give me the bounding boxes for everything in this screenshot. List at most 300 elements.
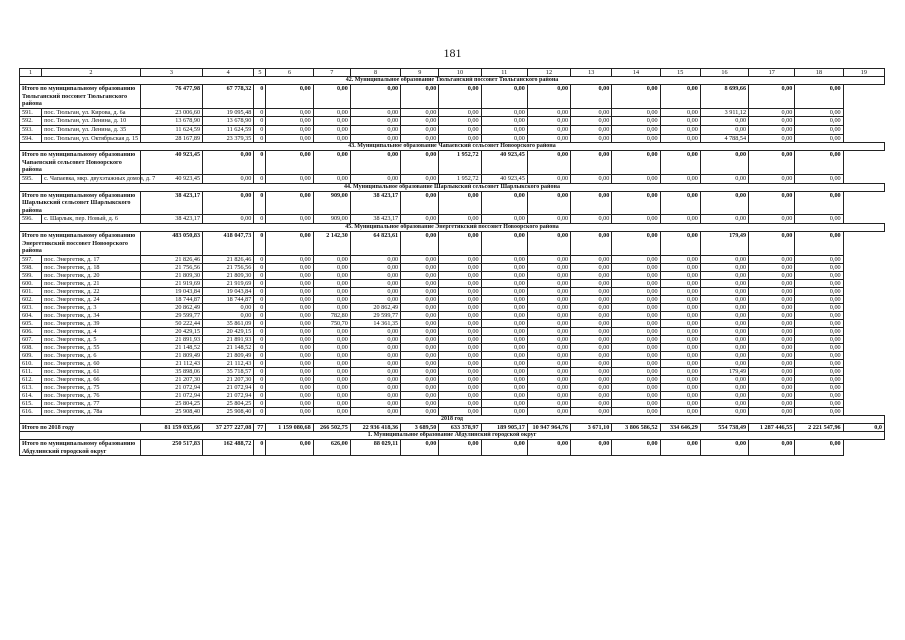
- value-cell: 0,00: [527, 255, 570, 263]
- value-cell: 0,00: [749, 125, 795, 134]
- value-cell: 0,00: [660, 440, 700, 456]
- column-number-header: 12: [527, 69, 570, 77]
- value-cell: 0,00: [313, 117, 350, 126]
- address-cell: пос. Энергетик, д. 61: [42, 367, 141, 375]
- value-cell: 29 599,77: [140, 311, 202, 319]
- value-cell: 0,00: [481, 134, 527, 143]
- value-cell: 0,00: [795, 319, 843, 327]
- value-cell: 0,00: [612, 287, 660, 295]
- value-cell: 0,00: [401, 440, 439, 456]
- value-cell: 0: [254, 174, 266, 183]
- value-cell: 0: [254, 391, 266, 399]
- value-cell: 81 159 035,66: [140, 423, 202, 432]
- value-cell: 0,00: [571, 271, 612, 279]
- value-cell: 25 804,25: [140, 399, 202, 407]
- value-cell: 14 361,35: [350, 319, 400, 327]
- value-cell: 21 072,94: [140, 383, 202, 391]
- value-cell: 0,00: [571, 255, 612, 263]
- column-number-header: 6: [266, 69, 313, 77]
- value-cell: 0,00: [571, 287, 612, 295]
- value-cell: 0,00: [571, 351, 612, 359]
- value-cell: 0,00: [571, 215, 612, 224]
- value-cell: 0,00: [481, 375, 527, 383]
- value-cell: 0,00: [401, 319, 439, 327]
- value-cell: 0,00: [266, 319, 313, 327]
- value-cell: 0,00: [660, 191, 700, 215]
- value-cell: 0,00: [795, 311, 843, 319]
- address-cell: с. Чапаевка, мкр. двухэтажных домов, д. 7: [42, 174, 141, 183]
- value-cell: 25 908,40: [203, 407, 254, 415]
- column-number-header: 11: [481, 69, 527, 77]
- value-cell: 0,00: [749, 359, 795, 367]
- row-number: 591.: [20, 108, 42, 117]
- value-cell: 88 029,11: [350, 440, 400, 456]
- row-number: 597.: [20, 255, 42, 263]
- value-cell: 0: [254, 343, 266, 351]
- value-cell: 0,00: [313, 375, 350, 383]
- value-cell: 0,00: [527, 351, 570, 359]
- value-cell: 0,00: [527, 215, 570, 224]
- value-cell: 0: [254, 134, 266, 143]
- value-cell: 4 788,54: [700, 134, 748, 143]
- row-number: 602.: [20, 295, 42, 303]
- table-row: [20, 117, 885, 126]
- value-cell: 0,00: [660, 311, 700, 319]
- value-cell: 0,00: [266, 271, 313, 279]
- value-cell: 19 043,84: [140, 287, 202, 295]
- value-cell: 0,00: [401, 343, 439, 351]
- value-cell: 0,00: [481, 263, 527, 271]
- section-header-row: [20, 432, 885, 440]
- value-cell: 21 809,30: [203, 271, 254, 279]
- value-cell: 633 378,97: [439, 423, 481, 432]
- value-cell: 0,00: [401, 287, 439, 295]
- section-header-row: [20, 415, 885, 423]
- value-cell: 909,00: [313, 215, 350, 224]
- value-cell: 0,00: [313, 335, 350, 343]
- value-cell: 0,00: [749, 311, 795, 319]
- value-cell: 0,00: [700, 271, 748, 279]
- value-cell: 0,00: [700, 343, 748, 351]
- value-cell: 64 823,61: [350, 231, 400, 255]
- section-title: 42. Муниципальное образование Тюльганский поссовет Тюльганского района: [20, 77, 885, 85]
- value-cell: 0,00: [795, 231, 843, 255]
- value-cell: 0,00: [571, 108, 612, 117]
- value-cell: 0,00: [612, 319, 660, 327]
- value-cell: 0,00: [313, 263, 350, 271]
- value-cell: 0,00: [571, 263, 612, 271]
- value-cell: 0,00: [313, 359, 350, 367]
- value-cell: 0,00: [612, 343, 660, 351]
- column-number-header: 5: [254, 69, 266, 77]
- row-number: 592.: [20, 117, 42, 126]
- value-cell: 0,00: [350, 367, 400, 375]
- value-cell: 0,00: [313, 271, 350, 279]
- value-cell: 0,00: [660, 174, 700, 183]
- value-cell: 0: [254, 287, 266, 295]
- column-number-header: 18: [795, 69, 843, 77]
- value-cell: 0,00: [313, 327, 350, 335]
- value-cell: 0,00: [571, 85, 612, 109]
- value-cell: 0,00: [527, 440, 570, 456]
- value-cell: 0,00: [401, 125, 439, 134]
- table-row: [20, 367, 885, 375]
- value-cell: 0: [254, 303, 266, 311]
- value-cell: 0,00: [527, 335, 570, 343]
- row-number: 593.: [20, 125, 42, 134]
- value-cell: 0,00: [571, 391, 612, 399]
- row-label: Итого по муниципальному образованию Тюльганский поссовет Тюльганского района: [20, 85, 141, 109]
- value-cell: 0,00: [266, 117, 313, 126]
- table-row: [20, 255, 885, 263]
- value-cell: 0,00: [266, 125, 313, 134]
- value-cell: 0,00: [795, 108, 843, 117]
- value-cell: 0,00: [401, 151, 439, 175]
- value-cell: 0,00: [350, 279, 400, 287]
- value-cell: 0,00: [313, 303, 350, 311]
- value-cell: 0,00: [481, 279, 527, 287]
- value-cell: 0,00: [795, 343, 843, 351]
- row-number: 607.: [20, 335, 42, 343]
- row-label: Итого по муниципальному образованию Энергетикский поссовет Новоорского района: [20, 231, 141, 255]
- value-cell: 0,00: [571, 359, 612, 367]
- value-cell: 0,00: [660, 85, 700, 109]
- value-cell: 0,00: [660, 231, 700, 255]
- value-cell: 21 756,56: [140, 263, 202, 271]
- value-cell: 0,00: [527, 367, 570, 375]
- value-cell: 0,00: [439, 359, 481, 367]
- value-cell: 22 936 418,36: [350, 423, 400, 432]
- value-cell: 50 222,44: [140, 319, 202, 327]
- value-cell: 38 423,17: [140, 215, 202, 224]
- value-cell: 0: [254, 359, 266, 367]
- value-cell: 0,00: [401, 263, 439, 271]
- address-cell: пос. Энергетик, д. 21: [42, 279, 141, 287]
- value-cell: 0,00: [527, 263, 570, 271]
- section-title: 44. Муниципальное образование Шарлыкский сельсовет Шарлыкского района: [20, 183, 885, 191]
- row-label: Итого по муниципальному образованию Шарлыкский сельсовет Шарлыкского района: [20, 191, 141, 215]
- value-cell: 0,00: [660, 108, 700, 117]
- value-cell: 20 429,15: [203, 327, 254, 335]
- value-cell: 0,00: [660, 407, 700, 415]
- address-cell: пос. Тюльган, ул. Ленина, д. 35: [42, 125, 141, 134]
- table-row: [20, 215, 885, 224]
- value-cell: 0,00: [571, 231, 612, 255]
- value-cell: 23 379,35: [203, 134, 254, 143]
- value-cell: 40 923,45: [481, 174, 527, 183]
- row-number: 612.: [20, 375, 42, 383]
- value-cell: 0,00: [401, 351, 439, 359]
- value-cell: 0: [254, 215, 266, 224]
- value-cell: 3 689,50: [401, 423, 439, 432]
- value-cell: 0,00: [612, 151, 660, 175]
- value-cell: 0,00: [439, 85, 481, 109]
- value-cell: 0,00: [266, 151, 313, 175]
- value-cell: 0,00: [660, 383, 700, 391]
- value-cell: 13 678,90: [203, 117, 254, 126]
- value-cell: 0,00: [527, 375, 570, 383]
- value-cell: 76 477,98: [140, 85, 202, 109]
- value-cell: 0,00: [481, 303, 527, 311]
- value-cell: 0,00: [527, 319, 570, 327]
- value-cell: 0,00: [571, 407, 612, 415]
- value-cell: 0,00: [612, 327, 660, 335]
- value-cell: 0,00: [749, 174, 795, 183]
- value-cell: 0,00: [612, 440, 660, 456]
- value-cell: 0: [254, 255, 266, 263]
- value-cell: 0,00: [660, 399, 700, 407]
- value-cell: 0: [254, 117, 266, 126]
- value-cell: 23 006,60: [140, 108, 202, 117]
- value-cell: 0,00: [749, 271, 795, 279]
- value-cell: 0,00: [527, 343, 570, 351]
- value-cell: 21 148,52: [140, 343, 202, 351]
- value-cell: 0,00: [350, 399, 400, 407]
- value-cell: 0,00: [266, 359, 313, 367]
- value-cell: 0,00: [350, 295, 400, 303]
- value-cell: 0,00: [795, 151, 843, 175]
- value-cell: 0,00: [700, 287, 748, 295]
- value-cell: 2 142,30: [313, 231, 350, 255]
- value-cell: 0,00: [439, 303, 481, 311]
- value-cell: 0,00: [350, 151, 400, 175]
- value-cell: 0,00: [439, 351, 481, 359]
- value-cell: 1 159 080,68: [266, 423, 313, 432]
- value-cell: 0,00: [749, 343, 795, 351]
- row-number: 596.: [20, 215, 42, 224]
- row-number: 594.: [20, 134, 42, 143]
- value-cell: 0,00: [795, 327, 843, 335]
- value-cell: 35 718,57: [203, 367, 254, 375]
- value-cell: 250 517,83: [140, 440, 202, 456]
- value-cell: 0,00: [313, 85, 350, 109]
- value-cell: 0,00: [481, 359, 527, 367]
- value-cell: 0,00: [439, 125, 481, 134]
- column-number-row: [20, 69, 885, 77]
- address-cell: пос. Энергетик, д. 78а: [42, 407, 141, 415]
- value-cell: 0,00: [350, 263, 400, 271]
- value-cell: 0: [254, 311, 266, 319]
- address-cell: пос. Энергетик, д. 66: [42, 375, 141, 383]
- value-cell: 0: [254, 367, 266, 375]
- value-cell: 18 744,87: [140, 295, 202, 303]
- table-row: [20, 295, 885, 303]
- value-cell: 21 207,30: [203, 375, 254, 383]
- value-cell: 0,00: [700, 335, 748, 343]
- value-cell: 0,00: [660, 335, 700, 343]
- row-label: Итого по муниципальному образованию Абдулинский городской округ: [20, 440, 141, 456]
- value-cell: 0,00: [749, 335, 795, 343]
- section-header-row: [20, 143, 885, 151]
- value-cell: 11 624,59: [140, 125, 202, 134]
- table-row: [20, 327, 885, 335]
- value-cell: 0,00: [481, 255, 527, 263]
- value-cell: 0: [254, 108, 266, 117]
- row-number: 605.: [20, 319, 42, 327]
- value-cell: 0,00: [401, 108, 439, 117]
- value-cell: 0,00: [439, 271, 481, 279]
- value-cell: 0,00: [481, 319, 527, 327]
- value-cell: 0,00: [612, 263, 660, 271]
- value-cell: 0,00: [266, 327, 313, 335]
- value-cell: 0,00: [313, 367, 350, 375]
- value-cell: 0,00: [401, 191, 439, 215]
- value-cell: 0,00: [795, 134, 843, 143]
- value-cell: 0,00: [401, 117, 439, 126]
- value-cell: 0,00: [749, 399, 795, 407]
- value-cell: 0,00: [266, 134, 313, 143]
- value-cell: 35 861,09: [203, 319, 254, 327]
- value-cell: 25 804,25: [203, 399, 254, 407]
- value-cell: 0,00: [313, 287, 350, 295]
- value-cell: 0,00: [571, 375, 612, 383]
- value-cell: 0,00: [350, 391, 400, 399]
- value-cell: 28 167,89: [140, 134, 202, 143]
- value-cell: 0,00: [481, 191, 527, 215]
- section-title: 45. Муниципальное образование Энергетикский поссовет Новоорского района: [20, 223, 885, 231]
- value-cell: 0,00: [350, 383, 400, 391]
- value-cell: 0,00: [313, 399, 350, 407]
- value-cell: 418 047,73: [203, 231, 254, 255]
- value-cell: 19 095,48: [203, 108, 254, 117]
- value-cell: 0,00: [401, 407, 439, 415]
- value-cell: 0,00: [700, 191, 748, 215]
- value-cell: 0,00: [700, 303, 748, 311]
- value-cell: 18 744,87: [203, 295, 254, 303]
- value-cell: 0,00: [527, 311, 570, 319]
- value-cell: 0,00: [439, 407, 481, 415]
- value-cell: 0,00: [749, 108, 795, 117]
- value-cell: 0: [254, 407, 266, 415]
- value-cell: 0,00: [612, 399, 660, 407]
- value-cell: 0,00: [527, 85, 570, 109]
- address-cell: пос. Энергетик, д. 77: [42, 399, 141, 407]
- value-cell: 21 072,94: [140, 391, 202, 399]
- value-cell: 0,00: [795, 117, 843, 126]
- row-number: 601.: [20, 287, 42, 295]
- value-cell: 0,00: [439, 134, 481, 143]
- value-cell: 0,00: [401, 215, 439, 224]
- value-cell: 21 891,93: [140, 335, 202, 343]
- value-cell: 0,00: [700, 319, 748, 327]
- table-row: [20, 134, 885, 143]
- table-row: [20, 407, 885, 415]
- value-cell: 0,00: [795, 215, 843, 224]
- value-cell: 0,00: [481, 440, 527, 456]
- value-cell: 21 072,94: [203, 383, 254, 391]
- value-cell: 0,00: [203, 174, 254, 183]
- value-cell: 0,00: [612, 359, 660, 367]
- value-cell: 0,00: [401, 231, 439, 255]
- value-cell: 0,00: [439, 108, 481, 117]
- value-cell: 0,00: [266, 311, 313, 319]
- value-cell: 0,00: [313, 391, 350, 399]
- address-cell: пос. Энергетик, д. 17: [42, 255, 141, 263]
- value-cell: 0,00: [481, 407, 527, 415]
- value-cell: 0,00: [700, 375, 748, 383]
- value-cell: 0,00: [439, 215, 481, 224]
- value-cell: 35 898,06: [140, 367, 202, 375]
- value-cell: 0,00: [700, 151, 748, 175]
- row-number: 613.: [20, 383, 42, 391]
- value-cell: 0,00: [481, 125, 527, 134]
- value-cell: 0,00: [612, 279, 660, 287]
- section-title: 2018 год: [20, 415, 885, 423]
- value-cell: 0,00: [481, 383, 527, 391]
- address-cell: пос. Энергетик, д. 60: [42, 359, 141, 367]
- row-number: 615.: [20, 399, 42, 407]
- value-cell: 0,00: [612, 383, 660, 391]
- value-cell: 0,00: [401, 375, 439, 383]
- column-number-header: 14: [612, 69, 660, 77]
- value-cell: 0,00: [266, 191, 313, 215]
- value-cell: 0,00: [795, 174, 843, 183]
- value-cell: 13 678,90: [140, 117, 202, 126]
- value-cell: 21 809,49: [140, 351, 202, 359]
- value-cell: 0: [254, 375, 266, 383]
- value-cell: 0,00: [313, 383, 350, 391]
- value-cell: 0,00: [660, 215, 700, 224]
- value-cell: 0,00: [660, 125, 700, 134]
- value-cell: 21 207,30: [140, 375, 202, 383]
- value-cell: 0,00: [527, 174, 570, 183]
- value-cell: 0,00: [481, 343, 527, 351]
- value-cell: 0,00: [749, 151, 795, 175]
- address-cell: пос. Энергетик, д. 76: [42, 391, 141, 399]
- value-cell: 0,00: [266, 255, 313, 263]
- value-cell: 0: [254, 279, 266, 287]
- value-cell: 0,00: [795, 279, 843, 287]
- value-cell: 179,49: [700, 231, 748, 255]
- value-cell: 0,00: [350, 351, 400, 359]
- value-cell: 0,00: [700, 215, 748, 224]
- value-cell: 0,00: [660, 255, 700, 263]
- value-cell: 20 429,15: [140, 327, 202, 335]
- address-cell: пос. Энергетик, д. 34: [42, 311, 141, 319]
- value-cell: 0,00: [481, 271, 527, 279]
- value-cell: 0,00: [612, 85, 660, 109]
- value-cell: 0,00: [481, 215, 527, 224]
- value-cell: 0,00: [571, 343, 612, 351]
- value-cell: 0,00: [660, 295, 700, 303]
- value-cell: 0,00: [266, 174, 313, 183]
- value-cell: 40 923,45: [140, 151, 202, 175]
- value-cell: 0: [254, 351, 266, 359]
- table-row: [20, 351, 885, 359]
- subtotal-row: [20, 85, 885, 109]
- value-cell: 0,00: [571, 191, 612, 215]
- value-cell: 0,00: [795, 263, 843, 271]
- address-cell: пос. Энергетик, д. 5: [42, 335, 141, 343]
- value-cell: 0,00: [795, 375, 843, 383]
- value-cell: 0,00: [749, 263, 795, 271]
- value-cell: 0,00: [795, 399, 843, 407]
- value-cell: 0,00: [700, 327, 748, 335]
- row-number: 600.: [20, 279, 42, 287]
- table-row: [20, 311, 885, 319]
- value-cell: 0,00: [481, 367, 527, 375]
- value-cell: 0,00: [749, 375, 795, 383]
- value-cell: 0,00: [527, 391, 570, 399]
- value-cell: 0,00: [350, 125, 400, 134]
- value-cell: 0,00: [439, 367, 481, 375]
- value-cell: 0,00: [571, 327, 612, 335]
- value-cell: 0,00: [266, 303, 313, 311]
- value-cell: 0,00: [439, 117, 481, 126]
- value-cell: 0,00: [660, 271, 700, 279]
- value-cell: 0,00: [571, 399, 612, 407]
- value-cell: 0,00: [795, 287, 843, 295]
